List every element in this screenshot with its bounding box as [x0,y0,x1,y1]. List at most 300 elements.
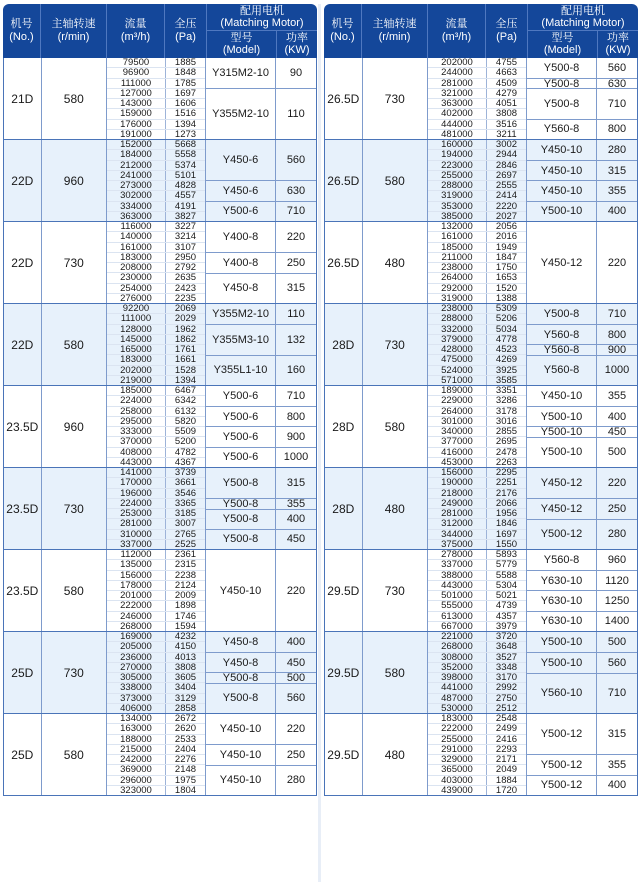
flow-value: 236000 [107,653,166,662]
motor-model: Y450-12 [527,468,597,498]
left-table [3,4,317,796]
motor-power: 355 [286,497,306,510]
flow-value: 223000 [428,161,487,170]
pressure-value: 2792 [174,262,197,274]
table-row [107,180,205,190]
table-row [428,570,526,580]
motor-model: Y450-10 [206,550,276,631]
pressure-value: 3648 [495,641,518,653]
header-power-en: (KW) [605,44,631,57]
table-row [428,693,526,703]
motor-power: 1000 [604,364,630,377]
pressure-value: 2027 [495,210,518,222]
motor-row [206,201,316,221]
pressure-value: 4232 [174,631,197,643]
motor-row [527,673,637,714]
flow-value: 246000 [107,612,166,621]
table-row [107,498,205,508]
table-row [107,119,205,129]
shaft-speed: 580 [42,304,107,385]
table-body [324,58,638,796]
table-row [428,723,526,733]
pressure-value: 2533 [174,733,197,745]
pressure-value: 5101 [174,169,197,181]
flow-value: 273000 [107,181,166,190]
flow-value: 439000 [428,786,487,795]
header-model-cn: 型号 [230,32,253,45]
motor-row [206,683,316,713]
motor-row [527,437,637,467]
flow-pressure-rows [107,304,206,385]
flow-value: 208000 [107,263,166,272]
flow-value: 334000 [107,202,166,211]
pressure-value: 2635 [174,272,197,284]
table-row [107,775,205,785]
table-row [428,180,526,190]
motor-row [527,180,637,200]
table-row [428,632,526,641]
flow-value: 613000 [428,612,487,621]
motor-power: 450 [607,426,627,439]
fan-number: 22D [4,222,42,303]
flow-value: 178000 [107,581,166,590]
motor-model: Y400-8 [206,253,276,272]
motor-power: 132 [286,333,306,346]
motor-model: Y500-6 [206,448,276,467]
table-row [107,98,205,108]
motor-model: Y500-8 [527,304,597,324]
pressure-value: 2695 [495,436,518,448]
table-row [428,98,526,108]
motor-power: 960 [607,554,627,567]
flow-value: 244000 [428,68,487,77]
table-row [107,416,205,426]
motor-model: Y500-8 [527,58,597,78]
flow-value: 190000 [428,478,487,487]
motor-model: Y500-8 [527,89,597,118]
motor-power: 710 [607,308,627,321]
motor-power: 160 [286,364,306,377]
flow-value: 161000 [107,243,166,252]
motor-model: Y355M3-10 [206,325,276,354]
pressure-value: 3286 [495,395,518,407]
pressure-value: 3227 [174,221,197,233]
flow-value: 255000 [428,735,487,744]
pressure-value: 4778 [495,333,518,345]
table-row [107,539,205,549]
motor-power: 280 [286,774,306,787]
table-row [428,703,526,713]
pressure-value: 1653 [495,272,518,284]
motor-list [527,468,637,549]
table-row [107,529,205,539]
table-row [428,222,526,231]
motor-model: Y315M2-10 [206,58,276,88]
table-row [428,457,526,467]
pressure-value: 5021 [495,590,518,602]
motor-power: 315 [607,164,627,177]
header-flow [428,4,486,58]
motor-model: Y500-8 [206,673,276,682]
motor-model: Y500-8 [206,499,276,508]
table-row [107,600,205,610]
shaft-speed: 730 [363,550,428,631]
pressure-value: 3527 [495,651,518,663]
shaft-speed: 580 [363,140,428,221]
motor-row [206,672,316,685]
motor-model: Y630-10 [527,571,597,590]
motor-power: 710 [607,687,627,700]
motor-model: Y500-12 [527,520,597,549]
motor-row [527,468,637,498]
pressure-value: 1394 [174,374,197,386]
table-row [428,375,526,385]
motor-row [527,570,637,590]
motor-model: Y500-6 [206,427,276,446]
header-motor-title [207,4,317,31]
pressure-value: 2056 [495,221,518,233]
flow-pressure-rows [428,550,527,631]
table-row [107,170,205,180]
flow-value: 524000 [428,366,487,375]
motor-power: 560 [286,692,306,705]
table-row [107,754,205,764]
pressure-value: 2416 [495,733,518,745]
table-row [428,231,526,241]
table-row [428,488,526,498]
table-row [428,119,526,129]
table-row [428,242,526,252]
table-row [107,457,205,467]
flow-pressure-rows [107,550,206,631]
pressure-value: 5034 [495,323,518,335]
table-row [428,754,526,764]
flow-value: 258000 [107,407,166,416]
table-row [428,67,526,77]
flow-value: 161000 [428,232,487,241]
table-row [428,293,526,303]
table-row [107,672,205,682]
motor-power: 1400 [604,615,630,628]
motor-list [527,222,637,303]
pressure-value: 3129 [174,692,197,704]
flow-value: 667000 [428,622,487,631]
header-motor [207,4,317,58]
motor-model: Y450-10 [527,161,597,180]
table-row [428,580,526,590]
table-row [107,201,205,211]
motor-list [527,550,637,631]
table-row [428,324,526,334]
motor-model: Y450-10 [527,181,597,200]
fan-number: 25D [4,632,42,713]
flow-value: 134000 [107,714,166,723]
motor-row [206,426,316,446]
fan-number: 29.5D [325,550,363,631]
flow-value: 402000 [428,109,487,118]
table-row [107,611,205,621]
fan-number: 22D [4,140,42,221]
motor-model: Y630-10 [527,591,597,610]
motor-row [206,180,316,200]
pressure-value: 3546 [174,487,197,499]
pressure-value: 3925 [495,364,518,376]
flow-value: 408000 [107,448,166,457]
pressure-value: 2124 [174,579,197,591]
table-row [428,785,526,795]
pressure-value: 2049 [495,764,518,776]
pressure-value: 2992 [495,682,518,694]
motor-list [527,58,637,139]
table-row [428,406,526,416]
flow-value: 238000 [428,304,487,313]
pressure-value: 4755 [495,57,518,69]
header-power-cn: 功率 [286,32,308,45]
table-row [428,283,526,293]
flow-value: 92200 [107,304,166,313]
table-row [428,508,526,518]
motor-row [527,754,637,774]
pressure-value: 2220 [495,200,518,212]
table-row [107,334,205,344]
pressure-value: 1394 [174,118,197,130]
header-pressure [486,4,528,58]
header-flow-en: (m³/h) [120,31,151,43]
table-row [428,416,526,426]
pressure-value: 3808 [174,661,197,673]
motor-model: Y355M2-10 [206,89,276,139]
flow-pressure-rows [428,304,527,385]
flow-value: 288000 [428,181,487,190]
flow-value: 571000 [428,376,487,385]
motor-model: Y450-12 [527,499,597,518]
motor-list [527,140,637,221]
pressure-value: 4013 [174,651,197,663]
table-row [107,426,205,436]
flow-value: 156000 [107,571,166,580]
pressure-value: 3516 [495,118,518,130]
motor-model: Y450-6 [206,140,276,180]
pressure-value: 1884 [495,774,518,786]
flow-value: 365000 [428,765,487,774]
pressure-value: 1862 [174,333,197,345]
fan-number: 23.5D [4,550,42,631]
flow-value: 212000 [107,161,166,170]
flow-value: 202000 [428,58,487,67]
motor-model: Y560-8 [527,356,597,385]
motor-row [527,652,637,672]
motor-power: 500 [286,672,306,685]
motor-power: 220 [607,477,627,490]
flow-value: 188000 [107,735,166,744]
motor-row [206,468,316,498]
shaft-speed: 730 [42,222,107,303]
motor-power: 900 [286,431,306,444]
pressure-value: 2404 [174,743,197,755]
motor-row [206,273,316,303]
motor-model: Y500-12 [527,714,597,754]
header-model-en: (Model) [543,44,582,57]
pressure-value: 3214 [174,231,197,243]
pressure-value: 2293 [495,743,518,755]
fan-group [4,386,316,468]
flow-value: 332000 [428,325,487,334]
table-row [428,744,526,754]
header-speed-en: (r/min) [57,31,90,43]
table-row [107,272,205,282]
table-row [107,641,205,651]
motor-row [206,58,316,88]
motor-model: Y450-8 [206,653,276,672]
motor-model: Y450-8 [206,632,276,652]
fan-group [4,222,316,304]
header-no [324,4,362,58]
motor-model: Y560-8 [527,120,597,139]
motor-model: Y500-10 [527,407,597,426]
motor-row [206,304,316,324]
fan-number: 25D [4,714,42,795]
pressure-value: 2765 [174,528,197,540]
shaft-speed: 730 [42,632,107,713]
flow-value: 112000 [107,550,166,559]
pressure-value: 2555 [495,180,518,192]
table-row [107,652,205,662]
table-row [107,67,205,77]
pressure-value: 5200 [174,436,197,448]
table-row [428,641,526,651]
fan-number: 21D [4,58,42,139]
flow-value: 141000 [107,468,166,477]
flow-value: 352000 [428,663,487,672]
flow-value: 79500 [107,58,166,67]
pressure-value: 3170 [495,672,518,684]
header-no-en: (No.) [330,31,355,43]
motor-model: Y500-6 [206,202,276,221]
motor-model: Y500-6 [206,407,276,426]
pressure-value: 1804 [174,784,197,796]
motor-row [206,744,316,764]
flow-value: 443000 [107,458,166,467]
motor-power: 1000 [283,451,309,464]
motor-list [206,468,316,549]
flow-pressure-rows [428,58,527,139]
table-row [107,58,205,67]
header-pressure-cn: 全压 [174,18,197,30]
table-row [107,129,205,139]
pressure-value: 2176 [495,487,518,499]
table-row [107,386,205,395]
header-power-cn: 功率 [607,32,629,45]
header-pressure-en: (Pa) [496,31,517,43]
header-no-cn: 机号 [331,18,354,30]
fan-number: 28D [325,304,363,385]
table-row [107,242,205,252]
pressure-value: 1848 [174,67,197,79]
flow-value: 111000 [107,79,166,88]
flow-value: 319000 [428,191,487,200]
motor-row [206,406,316,426]
flow-value: 292000 [428,284,487,293]
flow-value: 202000 [107,366,166,375]
table-row [428,252,526,262]
flow-value: 191000 [107,130,166,139]
shaft-speed: 580 [363,386,428,467]
motor-power: 110 [287,108,305,121]
fan-group [325,304,637,386]
motor-row [206,447,316,467]
table-row [107,283,205,293]
flow-value: 96900 [107,68,166,77]
flow-value: 398000 [428,673,487,682]
pressure-value: 2499 [495,723,518,735]
flow-value: 403000 [428,776,487,785]
table-row [107,365,205,375]
flow-pressure-rows [107,140,206,221]
motor-row [527,140,637,160]
pressure-value: 2235 [174,292,197,304]
motor-row [527,775,637,795]
pressure-value: 1885 [174,57,197,69]
flow-value: 302000 [107,191,166,200]
flow-value: 344000 [428,530,487,539]
flow-value: 305000 [107,673,166,682]
table-row [107,375,205,385]
pressure-value: 1516 [174,108,197,120]
pressure-value: 4523 [495,344,518,356]
header-model [207,31,277,58]
table-row [107,190,205,200]
fan-group [325,468,637,550]
flow-value: 221000 [428,632,487,641]
flow-value: 428000 [428,345,487,354]
motor-model: Y500-8 [206,468,276,498]
pressure-value: 2548 [495,713,518,725]
flow-value: 238000 [428,263,487,272]
motor-row [527,386,637,406]
motor-power: 400 [607,410,627,423]
flow-value: 379000 [428,335,487,344]
flow-value: 264000 [428,407,487,416]
table-row [428,672,526,682]
pressure-value: 1606 [174,98,197,110]
motor-power: 90 [289,67,303,80]
flow-value: 224000 [107,499,166,508]
motor-row [206,140,316,180]
motor-model: Y500-12 [527,776,597,795]
table-row [428,395,526,405]
pressure-value: 3605 [174,672,197,684]
pressure-value: 1697 [495,528,518,540]
flow-value: 338000 [107,683,166,692]
fan-group [325,714,637,796]
pressure-value: 4357 [495,610,518,622]
flow-value: 249000 [428,499,487,508]
flow-value: 201000 [107,591,166,600]
flow-value: 319000 [428,294,487,303]
shaft-speed: 730 [363,304,428,385]
motor-model: Y500-8 [206,510,276,529]
fan-number: 26.5D [325,58,363,139]
pressure-value: 1273 [174,128,197,140]
pressure-value: 5304 [495,579,518,591]
flow-value: 296000 [107,776,166,785]
flow-value: 268000 [107,622,166,631]
fan-group [325,140,637,222]
pressure-value: 2858 [174,702,197,714]
pressure-value: 2171 [495,754,518,766]
flow-value: 333000 [107,427,166,436]
pressure-value: 2414 [495,190,518,202]
